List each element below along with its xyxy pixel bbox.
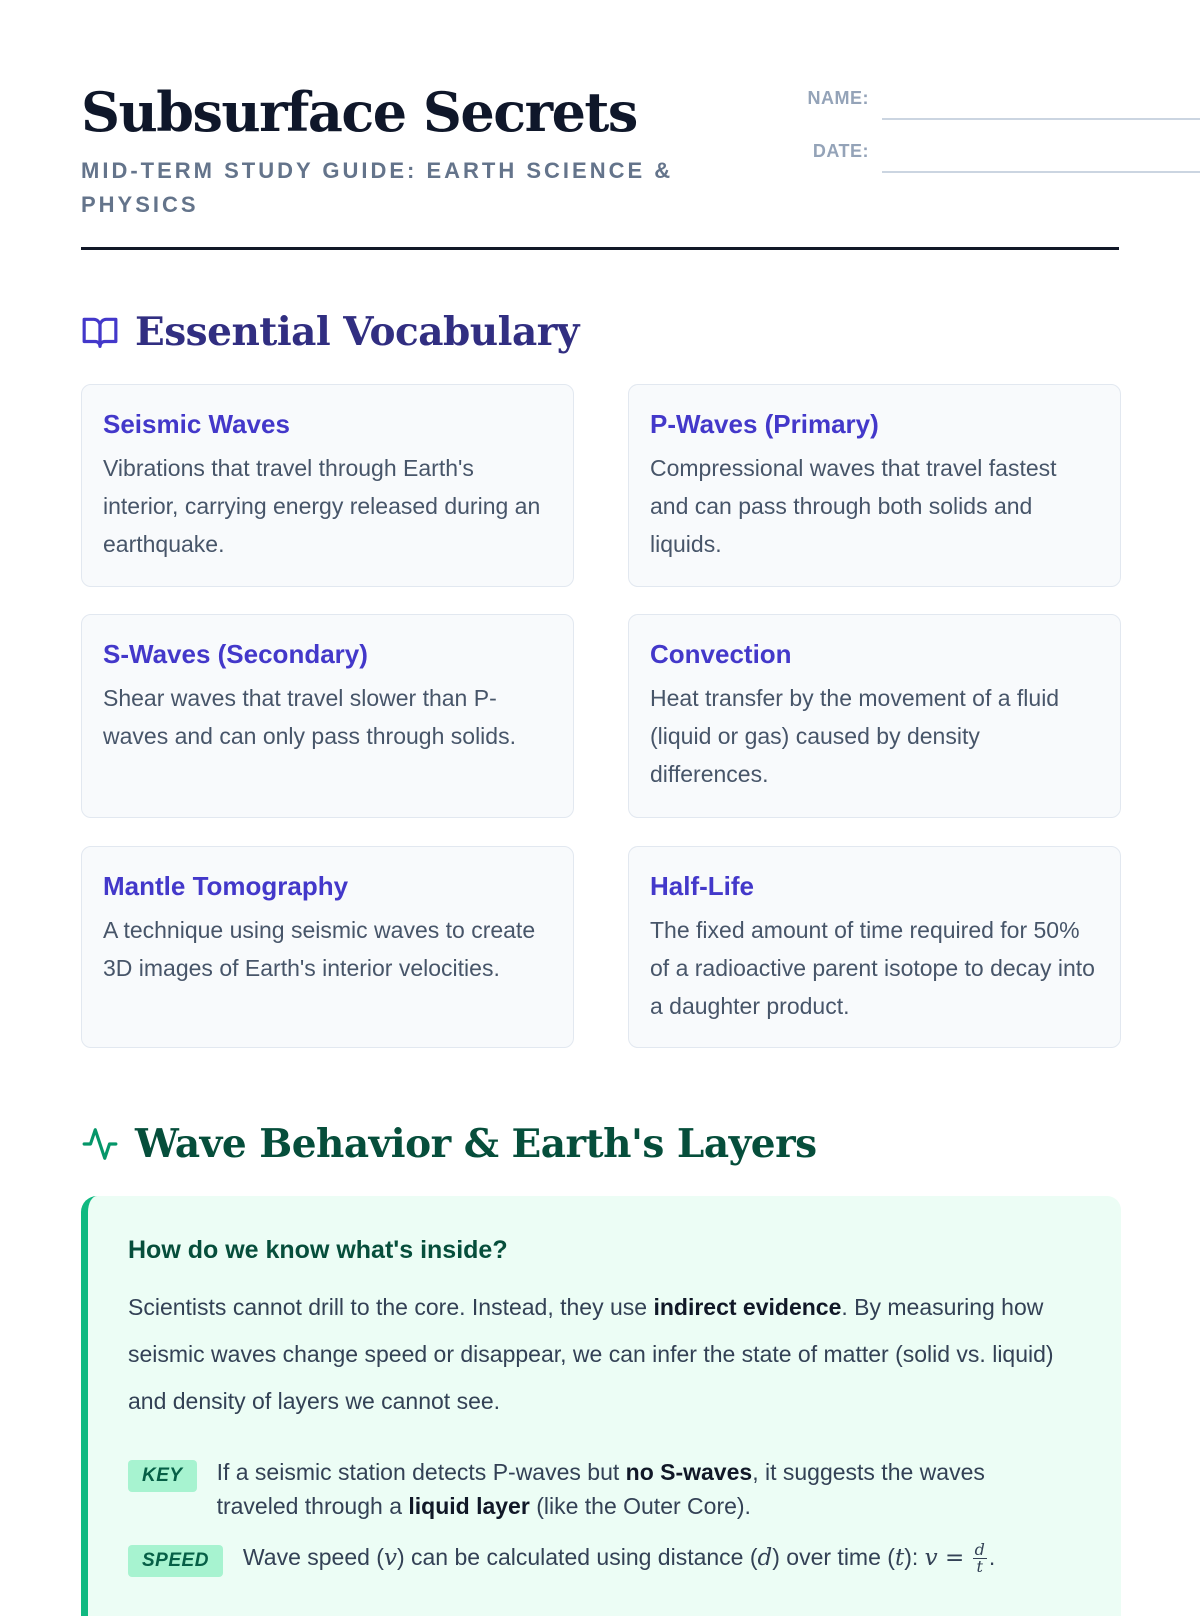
key-bold-text: no S-waves — [625, 1459, 753, 1485]
speed-text-part: Wave speed ( — [242, 1544, 384, 1570]
speed-text-part: ) can be calculated using distance ( — [396, 1544, 758, 1570]
inside-earth-callout — [81, 1196, 1121, 1616]
book-open-icon — [81, 313, 119, 351]
math-variable: d — [757, 1545, 773, 1571]
vocab-card — [81, 846, 574, 1048]
key-row — [128, 1455, 1068, 1523]
vocab-heading: Essential Vocabulary — [135, 309, 579, 355]
key-bold-text: liquid layer — [408, 1493, 530, 1519]
callout-title: How do we know what's inside? — [128, 1236, 508, 1264]
vocab-term: Mantle Tomography — [103, 871, 349, 901]
math-equation: v = — [924, 1545, 965, 1571]
key-text-part: , it suggests the waves traveled through a — [216, 1459, 985, 1519]
speed-text-part: ): — [904, 1544, 925, 1570]
fraction-numerator: d — [974, 1540, 985, 1560]
wave-heading: Wave Behavior & Earth's Layers — [135, 1121, 817, 1167]
vocab-term: P-Waves (Primary) — [650, 409, 879, 439]
vocab-definition: The fixed amount of time required for 50% of a radioactive parent isotope to decay into a daughter product. — [650, 917, 1095, 1019]
vocab-card — [81, 384, 574, 587]
date-input-line[interactable] — [882, 171, 1200, 173]
name-field[interactable] — [701, 82, 1200, 122]
vocab-section-heading — [81, 310, 579, 354]
callout-paragraph — [128, 1284, 1077, 1425]
speed-text-part: ) over time ( — [772, 1544, 895, 1570]
vocab-definition: Vibrations that travel through Earth's interior, carrying energy released during an earthquake. — [103, 455, 541, 557]
page-header — [81, 0, 1119, 250]
callout-text: . By measuring how seismic waves change speed or disappear, we can infer the state of matter (solid vs. liquid) and density of layers we cannot see. — [128, 1294, 1054, 1414]
vocab-card — [628, 614, 1121, 818]
vocab-definition: Heat transfer by the movement of a fluid (liquid or gas) caused by density differences. — [650, 685, 1060, 787]
vocab-card — [628, 846, 1121, 1048]
vocab-definition: Compressional waves that travel fastest and can pass through both solids and liquids. — [650, 455, 1057, 557]
key-tag: KEY — [128, 1460, 197, 1492]
key-text-part: If a seismic station detects P-waves but — [216, 1459, 626, 1485]
vocab-definition: Shear waves that travel slower than P-waves and can only pass through solids. — [103, 685, 516, 749]
vocab-term: Convection — [650, 639, 792, 669]
activity-icon — [81, 1125, 119, 1163]
vocab-card — [81, 614, 574, 818]
vocab-definition: A technique using seismic waves to create 3D images of Earth's interior velocities. — [103, 917, 536, 981]
vocab-card — [628, 384, 1121, 587]
math-variable: v — [383, 1545, 397, 1571]
vocab-term: S-Waves (Secondary) — [103, 639, 368, 669]
fraction-denominator: t — [976, 1557, 983, 1577]
speed-fraction — [973, 1542, 987, 1575]
vocab-term: Half-Life — [650, 871, 754, 901]
speed-row — [128, 1540, 1068, 1577]
wave-section-heading — [81, 1122, 817, 1166]
math-variable: t — [894, 1545, 905, 1571]
page-subtitle: MID-TERM STUDY GUIDE: EARTH SCIENCE & PHYSICS — [81, 158, 674, 217]
name-label: NAME: — [807, 88, 869, 108]
vocab-term: Seismic Waves — [103, 409, 290, 439]
page-title: Subsurface Secrets — [81, 80, 637, 144]
speed-tag: SPEED — [128, 1545, 223, 1577]
callout-bold-text: indirect evidence — [653, 1294, 842, 1320]
name-input-line[interactable] — [882, 118, 1200, 120]
date-label: DATE: — [812, 141, 869, 161]
key-text-part: (like the Outer Core). — [529, 1493, 751, 1519]
speed-text — [243, 1540, 995, 1575]
callout-text: Scientists cannot drill to the core. Instead, they use — [128, 1294, 654, 1320]
key-text — [217, 1455, 1068, 1523]
date-field[interactable] — [701, 135, 1200, 175]
speed-text-part: . — [988, 1544, 996, 1570]
